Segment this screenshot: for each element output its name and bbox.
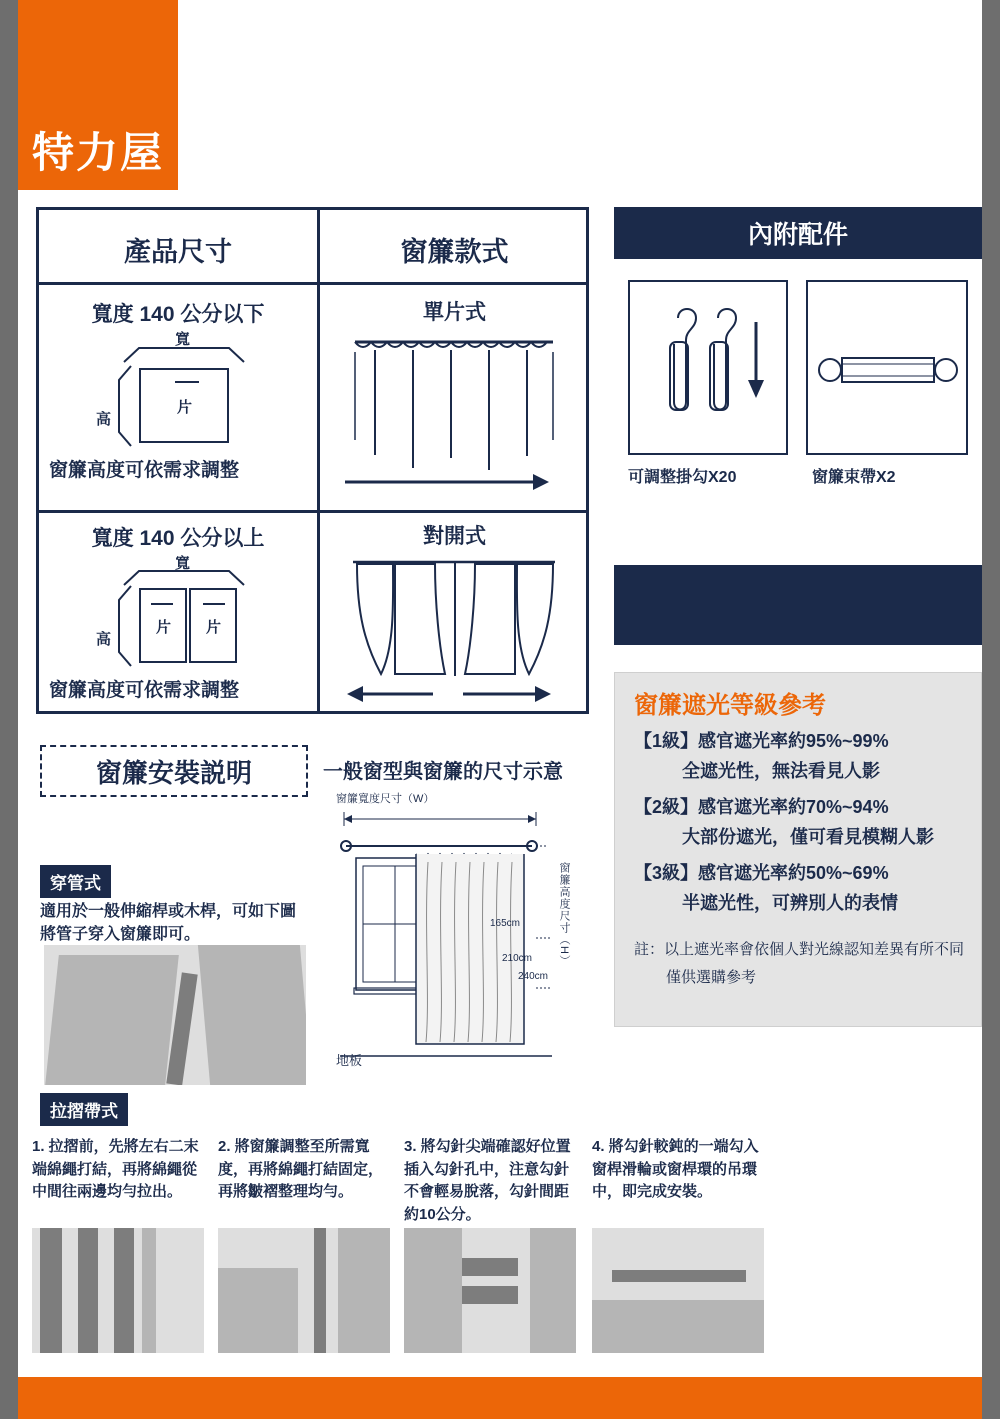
spec-table xyxy=(36,207,589,714)
row1-note: 窗簾高度可依需求調整 xyxy=(49,460,240,481)
table-divider xyxy=(317,210,320,711)
accessory-caption-tieback: 窗簾束帶X2 xyxy=(812,469,896,486)
row2-height-arrow xyxy=(115,582,135,670)
row2-panel-marks xyxy=(151,602,225,606)
single-panel-curtain-icon xyxy=(335,330,585,490)
diagram-width-label: 窗簾寬度尺寸（W） xyxy=(336,793,435,805)
shading-note-1: 註：以上遮光率會依個人對光線認知差異有所不同 xyxy=(634,941,965,958)
pleat-step-2-photo xyxy=(218,1228,390,1353)
row1-height-arrow xyxy=(115,362,135,450)
row1-width-mark: 寬 xyxy=(175,331,191,348)
install-title: 窗簾安裝説明 xyxy=(40,745,308,797)
brand-banner xyxy=(18,0,178,190)
pleat-step-3-text: 3. 將勾針尖端確認好位置插入勾針孔中，注意勾針不會輕易脫落，勾針間距約10公分。 xyxy=(404,1138,571,1223)
pleat-step-2-text: 2. 將窗簾調整至所需寬度，再將綿繩打結固定，再將皺褶整理均勻。 xyxy=(218,1138,384,1200)
pleat-step-1-photo xyxy=(32,1228,204,1353)
curtain-hook-icon xyxy=(630,282,786,453)
shading-level-2-label: 【2級】感官遮光率約70%~94% xyxy=(634,797,889,817)
size-diagram-title: 一般窗型與窗簾的尺寸示意 xyxy=(323,761,563,783)
pleat-type-tag: 拉摺帶式 xyxy=(40,1093,128,1126)
row2-style-label: 對開式 xyxy=(423,525,486,548)
shading-title: 窗簾遮光等級參考 xyxy=(634,692,826,719)
accessories-header: 內附配件 xyxy=(614,207,982,259)
row2-note: 窗簾高度可依需求調整 xyxy=(49,680,240,701)
brand-logo: 特力屋 xyxy=(32,128,165,177)
pleat-step-4-photo xyxy=(592,1228,764,1353)
row2-width-arrow xyxy=(119,568,249,588)
table-header-size: 產品尺寸 xyxy=(124,237,232,267)
row2-piece-label-left: 片 xyxy=(156,619,172,636)
navy-band xyxy=(614,565,982,645)
footer-banner xyxy=(18,1377,982,1419)
accessory-card-hooks xyxy=(628,280,788,455)
split-curtain-icon xyxy=(335,554,585,704)
row1-width-arrow xyxy=(119,345,249,365)
rod-type-photo xyxy=(44,945,306,1085)
shading-note-2: 僅供選購參考 xyxy=(666,969,757,986)
accessory-card-tieback xyxy=(806,280,968,455)
rod-type-text: 適用於一般伸縮桿或木桿，可如下圖將管子穿入窗簾即可。 xyxy=(40,903,297,944)
shading-level-2-desc: 大部份遮光，僅可看見模糊人影 xyxy=(682,827,934,847)
table-header-style: 窗簾款式 xyxy=(400,237,509,267)
pleat-step-4-text: 4. 將勾針較鈍的一端勾入窗桿滑輪或窗桿環的吊環中，即完成安裝。 xyxy=(592,1138,759,1200)
page-canvas xyxy=(18,0,982,1419)
diagram-floor-label: 地板 xyxy=(336,1053,363,1068)
row1-panel-mark xyxy=(175,380,199,384)
rod-type-tag: 穿管式 xyxy=(40,865,111,898)
row1-piece-label: 片 xyxy=(177,399,193,416)
row2-width-mark: 寬 xyxy=(175,555,191,572)
width-dimension-arrow xyxy=(336,808,551,830)
table-divider xyxy=(39,510,586,513)
row2-size-label: 寬度 140 公分以上 xyxy=(91,527,265,550)
row1-height-mark: 高 xyxy=(96,411,112,428)
diagram-height-label: 窗簾高度尺寸（H） xyxy=(558,862,570,967)
shading-level-3-label: 【3級】感官遮光率約50%~69% xyxy=(634,863,889,883)
shading-level-1-desc: 全遮光性，無法看見人影 xyxy=(682,761,880,781)
row1-style-label: 單片式 xyxy=(423,301,486,324)
diagram-measure-165: 165cm xyxy=(490,918,521,929)
diagram-measure-210: 210cm xyxy=(502,953,533,964)
row1-size-label: 寬度 140 公分以下 xyxy=(91,303,265,326)
curtain-tieback-icon xyxy=(808,282,966,453)
table-divider xyxy=(39,282,586,285)
shading-level-1-label: 【1級】感官遮光率約95%~99% xyxy=(634,731,889,751)
pleat-step-1-text: 1. 拉摺前，先將左右二末端綿繩打結，再將綿繩從中間往兩邊均勻拉出。 xyxy=(32,1138,199,1200)
row2-height-mark: 高 xyxy=(96,631,112,648)
accessories-body xyxy=(614,270,982,550)
diagram-measure-240: 240cm xyxy=(518,971,549,982)
shading-level-3-desc: 半遮光性，可辨別人的表情 xyxy=(682,893,898,913)
row2-piece-label-right: 片 xyxy=(206,619,222,636)
pleat-step-3-photo xyxy=(404,1228,576,1353)
accessory-caption-hooks: 可調整掛勾X20 xyxy=(628,469,737,486)
